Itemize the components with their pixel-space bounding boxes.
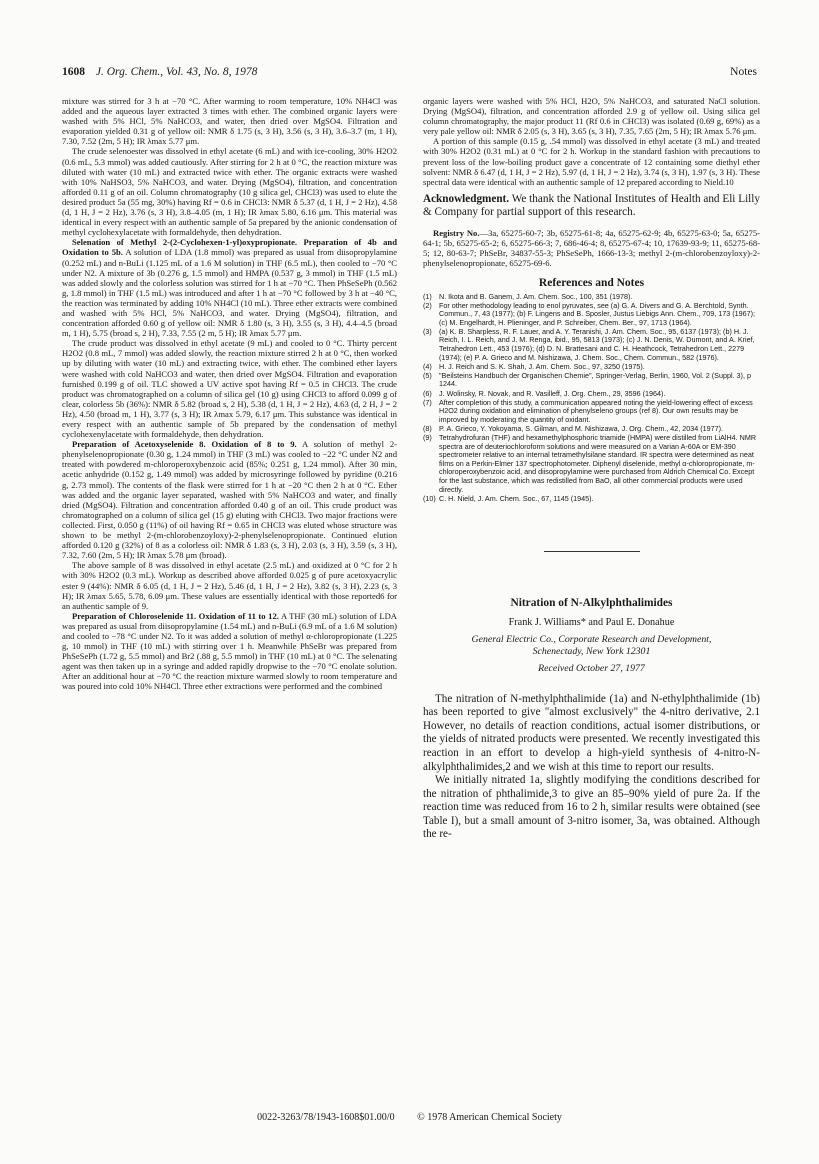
paragraph-text: mixture was stirred for 3 h at −70 °C. After warming to room temperature, 10% NH4Cl was added and the aqueous layer extracted 3 times with ether. The combined organic layers were washed with 5% HCl, 5% NaHCO3, and water, then dried over MgSO4. Filtration and evaporation yielded 0.31 g of yellow oil: NMR δ 1.75 (s, 3 H), 3.56 (s, 3 H), 3.6–3.7 (m, 1 H), 7.30, 7.52 (2m, 5 H); IR λmax 5.77 μm. <box>62 96 397 147</box>
experimental-continued <box>423 96 760 187</box>
experimental-paragraph <box>423 136 760 186</box>
reference-text: J. Wolinsky, R. Novak, and R. Vasilleff, J. Org. Chem., 29, 3596 (1964). <box>439 388 666 398</box>
paragraph-text: A portion of this sample (0.15 g, .54 mmol) was dissolved in ethyl acetate (3 mL) and treated with 30% H2O2 (0.31 mL) at 0 °C for 2 h. Workup in the standard fashion with precautions to prevent loss of the low-boiling product gave a concentrate of 12 containing some diethyl ether solvent: NMR δ 6.47 (d, 1 H, J = 2 Hz), 5.97 (d, 1 H, J = 2 Hz), 3.74 (s, 3 H), 1.97 (s, 3 H). These spectral data were identical with an authentic sample of 12 prepared according to Nield.10 <box>423 136 760 187</box>
article-authors: Frank J. Williams* and Paul E. Donahue <box>508 617 675 629</box>
article-code: 0022-3263/78/1943-1608$01.00/0 <box>257 1112 395 1123</box>
registry-label: Registry No. <box>433 228 480 239</box>
reference-item <box>423 293 760 302</box>
reference-item <box>423 328 760 362</box>
page-header <box>62 66 757 82</box>
article-title: Nitration of N-Alkylphthalimides <box>510 597 673 610</box>
paragraph-text: A THF (30 mL) solution of LDA was prepared as usual from diisopropylamine (1.54 mL) and n-BuLi (6.9 mL of a 1.6 M solution) and cooled to −78 °C under N2. To it was added a solution of methyl α-chloropropionate (1.225 g, 10 mmol) in THF (10 mL) with stirring over 1 h. Meanwhile PhSeBr was prepared from PhSeSePh (1.72 g, 5.5 mmol) and Br2 (.88 g, 5.5 mmol) in THF (10 mL) at 0 °C. The selenating agent was then taken up in a syringe and added rapidly dropwise to the −70 °C enolate solution. After an additional hour at −70 °C the reaction mixture warmed slowly to room temperature and was poured into cold 10% NH4Cl. Three ether extractions were performed and the combined <box>62 610 398 692</box>
page-number: 1608 <box>62 66 85 78</box>
left-column <box>62 96 397 692</box>
reference-text: H. J. Reich and S. K. Shah, J. Am. Chem. Soc., 97, 3250 (1975). <box>439 361 645 371</box>
paragraph-text: The crude selenoester was dissolved in ethyl acetate (6 mL) and with ice-cooling, 30% H2O2 (0.6 mL, 5.3 mmol) was added cautiously. After stirring for 2 h at 0 °C, the reaction mixture was diluted with water (10 mL) and extracted twice with ether. The organic extracts were washed with 10% NaHSO3, 5% NaHCO3, and water. Drying (MgSO4), filtration, and concentration afforded 0.11 g of an oil. Column chromatography (10 g silica gel, CHCl3) was used to elute the desired product 5a (55 mg, 30%) having Rf = 0.6 in CHCl3: NMR δ 5.37 (d, 1 H, J = 2 Hz), 4.58 (d, 1 H, J = 2 Hz), 3.76 (s, 3 H), 3.8–4.05 (m, 1 H); IR λmax 5.80, 6.16 μm. This material was identical in every respect with an authentic sample of 5a prepared by the anionic condensation of methyl cyclohexylacetate with formaldehyde, then dehydration. <box>62 146 397 238</box>
reference-number: (8) <box>423 423 432 433</box>
reference-number: (4) <box>423 361 432 371</box>
reference-number: (6) <box>423 388 432 398</box>
reference-text: Tetrahydrofuran (THF) and hexamethylphosphoric triamide (HMPA) were distilled from LiAlH4. NMR spectra are of deuteriochloroform solutions and were measured on a Varian A-60A or EM-390 spectrometer relative to an internal tetramethylsilane standard. IR spectra were determined as neat films on a Perkin-Elmer 137 spectrophotometer. Diphenyl diselenide, methyl α-chloropropionate, m-chloroperoxybenzoic acid, and diisopropylamine were purchased from Aldrich Chemical Co. Except for the last substance, which was redistilled from BaO, all other commercial products were used directly. <box>439 433 757 494</box>
paragraph-text: organic layers were washed with 5% HCl, H2O, 5% NaHCO3, and saturated NaCl solution. Drying (MgSO4), filtration, and concentration afforded 2.9 g of yellow oil. Using silica gel column chromatography, the major product 11 (Rf 0.6 in CHCl3) was isolated (0.69 g, 69%) as a very pale yellow oil: NMR δ 2.05 (s, 3 H), 3.65 (s, 3 H), 7.35, 7.65 (2m, 5 H); IR λmax 5.76 μm. <box>423 96 760 137</box>
reference-item <box>423 302 760 328</box>
reference-text: For other methodology leading to enol pyruvates, see (a) G. A. Divers and G. A. Berchtold, Synth. Commun., 7, 43 (1977); (b) F. Lingens and B. Sposler, Justus Liebigs Ann. Chem., 709, 173 (1967); (c) M. Engelhardt, H. Plieninger, and P. Schreiber, Chem. Ber., 97, 1713 (1964). <box>439 300 756 327</box>
registry-numbers <box>423 228 760 268</box>
experimental-paragraph <box>62 560 397 610</box>
experimental-paragraph <box>423 96 760 136</box>
affiliation-line-2: Schenectady, New York 12301 <box>532 646 651 658</box>
reference-text: P. A. Grieco, Y. Yokoyama, S. Gilman, and M. Nishizawa, J. Org. Chem., 42, 2034 (1977). <box>439 423 724 433</box>
reference-item <box>423 399 760 425</box>
received-date: Received October 27, 1977 <box>538 663 645 675</box>
reference-number: (5) <box>423 370 432 380</box>
section-name: Notes <box>730 66 757 78</box>
header-left <box>62 66 257 78</box>
reference-item <box>423 372 760 389</box>
reference-text: "Beilsteins Handbuch der Organischen Chemie", Springer-Verlag, Berlin, 1960, Vol. 2 (Suppl. 3), p 1244. <box>439 370 751 389</box>
paragraph-heading: Selenation of Methyl 2-(2-Cyclohexen-1-yl)oxypropionate. Preparation of 4b and Oxidation to 5b. <box>62 237 397 258</box>
reference-text: (a) K. B. Sharpless, R. F. Lauer, and A. Y. Teranishi, J. Am. Chem. Soc., 95, 6137 (1973); (b) H. J. Reich, I. L. Reich, and J. M. Renga, ibid., 95, 5813 (1973); (c) J. N. Denis, W. Dumont, and A. Krief, Tetrahedron Lett., 453 (1976); (d) D. N. Brattesani and C. H. Heathcock, Tetrahedron Lett., 2279 (1974); (e) P. A. Grieco and M. Nishizawa, J. Chem. Soc., Chem. Commun., 582 (1976). <box>439 326 755 362</box>
reference-item <box>423 495 760 504</box>
reference-item <box>423 390 760 399</box>
affiliation-line-1: General Electric Co., Corporate Research and Development, <box>471 634 712 646</box>
experimental-paragraph <box>62 146 397 237</box>
experimental-paragraph <box>62 237 397 338</box>
reference-number: (10) <box>423 493 436 503</box>
reference-text: After completion of this study, a communication appeared noting the yield-lowering effect of excess H2O2 during oxidation and elimination of phenylseleno groups (ref 8). Our own results may be improved by moderating the quantity of oxidant. <box>439 397 753 424</box>
article-body <box>423 693 760 843</box>
reference-number: (1) <box>423 291 432 301</box>
reference-item <box>423 434 760 494</box>
paragraph-text: A solution of LDA (1.8 mmol) was prepared as usual from diisopropylamine (0.252 mL) and n-BuLi (1.125 mL of a 1.6 M solution) in THF (6.5 mL), then cooled to −70 °C under N2. A mixture of 3b (0.276 g, 1.5 mmol) and HMPA (0.537 g, 3 mmol) in THF (1.5 mL) was added slowly and the colorless solution was stirred for 1 h at −70 °C. Then PhSeSePh (0.562 g, 1.8 mmol) in THF (1.5 mL) was introduced and after 1 h at −70 °C followed by 3 h at −40 °C, the reaction was terminated by adding 10% NH4Cl (10 mL). Three ether extracts were combined and washed with 5% HCl, 5% NaHCO3, and water. Drying (MgSO4), filtration, and concentration afforded 0.60 g of yellow oil: NMR δ 1.80 (s, 3 H), 3.55 (s, 3 H), 4.4–4.5 (broad m, 1 H), 5.75 (broad s, 2 H), 7.33, 7.55 (2 m, 5 H); IR λmax 5.77 μm. <box>62 247 398 339</box>
paragraph-text: The above sample of 8 was dissolved in ethyl acetate (2.5 mL) and oxidized at 0 °C for 2 h with 30% H2O2 (0.3 mL). Workup as described above afforded 0.025 g of pure acetoxyacrylic ester 9 (44%): NMR δ 6.05 (d, 1 H, J = 2 Hz), 5.46 (d, 1 H, J = 2 Hz), 3.82 (s, 3 H), 2.23 (s, 3 H); IR λmax 5.65, 5.78, 6.09 μm. These values are essentially identical with those reported6 for an authentic sample of 9. <box>62 560 397 611</box>
experimental-paragraph <box>62 96 397 146</box>
page-footer <box>0 1112 819 1123</box>
experimental-paragraph <box>62 439 397 560</box>
article-paragraph: We initially nitrated 1a, slightly modifying the conditions described for the nitration of phthalimide,3 to give an 85–90% yield of pure 2a. If the reaction time was reduced from 16 to 2 h, similar results were obtained (see Table I), but a small amount of 3-nitro isomer, 3a, was obtained. Although the re- <box>423 774 760 841</box>
right-column <box>423 96 760 842</box>
paragraph-heading: Preparation of Chloroselenide 11. Oxidation of 11 to 12. <box>72 610 279 621</box>
reference-number: (7) <box>423 397 432 407</box>
paragraph-text: A solution of methyl 2-phenylselenopropionate (0.30 g, 1.24 mmol) in THF (3 mL) was cooled to −22 °C under N2 and treated with powdered m-chloroperoxybenzoic acid (85%; 0.251 g, 1.24 mmol). After 30 min, acetic anhydride (0.152 g, 1.49 mmol) was added by microsyringe followed by pyridine (0.216 g, 2.73 mmol). The contents of the flask were stirred for 1 h at −20 °C then 2 h at 0 °C. Ether was added and the organic layer separated, washed with 5% NaHCO3 and water, and finally dried (MgSO4). Filtration and concentration afforded 0.40 g of an oil. This crude product was chromatographed on a column of silica gel (15 g) eluting with CHCl3. Two major fractions were collected. First, 0.050 g (11%) of oil having Rf = 0.65 in CHCl3 was eluted whose structure was shown to be methyl 2-(m-chlorobenzoyloxy)-2-phenylselenopropionate. Continued elution afforded 0.120 g (32%) of 8 as a colorless oil: NMR δ 1.83 (s, 3 H), 2.03 (s, 3 H), 3.59 (s, 3 H), 7.32, 7.60 (2m, 5 H); IR λmax 5.78 μm (broad). <box>62 439 397 561</box>
acknowledgment-text: We thank the National Institutes of Health and Eli Lilly & Company for partial support of this research. <box>423 192 760 219</box>
references-list <box>423 293 760 504</box>
article-affiliation <box>423 634 760 658</box>
reference-text: N. Ikota and B. Ganem, J. Am. Chem. Soc., 100, 351 (1978). <box>439 291 633 301</box>
experimental-paragraph <box>62 338 397 439</box>
registry-text: —3a, 65275-60-7; 3b, 65275-61-8; 4a, 65275-62-9; 4b, 65275-63-0; 5a, 65275-64-1; 5b, 65275-65-2; 6, 65275-66-3; 7, 686-46-4; 8, 65275-67-4; 10, 17639-93-9; 11, 65275-68-5; 12, 80-63-7; PhSeBr, 34837-55-3; PhSeSePh, 1666-13-3; methyl 2-(m-chlorobenzoyloxy)-2-phenylselenopropionate, 65275-69-6. <box>423 228 761 269</box>
section-divider <box>544 551 640 552</box>
reference-number: (3) <box>423 326 432 336</box>
copyright: © 1978 American Chemical Society <box>417 1112 562 1123</box>
reference-number: (2) <box>423 300 432 310</box>
journal-citation: J. Org. Chem., Vol. 43, No. 8, 1978 <box>95 66 258 78</box>
article-paragraph: The nitration of N-methylphthalimide (1a) and N-ethylphthalimide (1b) has been reported to give "almost exclusively" the 4-nitro derivative, 2.1 However, no details of reaction conditions, actual isomer distributions, or the yields of nitrated products were presented. We recently investigated this reaction in an effort to develop a high-yield synthesis of 4-nitro-N-alkylphthalimides,2 and we wish at this time to report our results. <box>423 692 760 773</box>
references-heading: References and Notes <box>538 277 645 290</box>
paragraph-heading: Preparation of Acetoxyselenide 8. Oxidation of 8 to 9. <box>72 439 297 450</box>
experimental-paragraph <box>62 611 397 692</box>
acknowledgment <box>423 193 760 220</box>
reference-text: C. H. Nield, J. Am. Chem. Soc., 67, 1145 (1945). <box>439 493 594 503</box>
paragraph-text: The crude product was dissolved in ethyl acetate (9 mL) and cooled to 0 °C. Thirty percent H2O2 (0.8 mL, 7 mmol) was added slowly, the reaction mixture stirred 2 h at 0 °C, then worked up by diluting with water (10 mL) and extracting twice, with ether. The combined ether layers were washed with cold NaHCO3 and water, then dried over MgSO4. Filtration and evaporation furnished 0.199 g of oil. TLC showed a UV active spot having Rf = 0.5 in CHCl3. The crude product was chromatographed on a column of silica gel (10 g) using CHCl3 to afford 0.099 g of clear, colorless 5b (36%): NMR δ 5.82 (broad s, 2 H), 5.38 (d, 1 H, J = 2 Hz), 4.63 (d, 2 H, J = 2 Hz), 4.50 (broad m, 1 H), 3.77 (s, 3 H); IR λmax 5.79, 6.17 μm. This substance was identical in every respect with an authentic sample of 5b prepared by the condensation of methyl cyclohexenylacetate with formaldehyde, then dehydration. <box>62 338 397 440</box>
acknowledgment-label: Acknowledgment. <box>423 192 510 205</box>
reference-number: (9) <box>423 433 432 442</box>
